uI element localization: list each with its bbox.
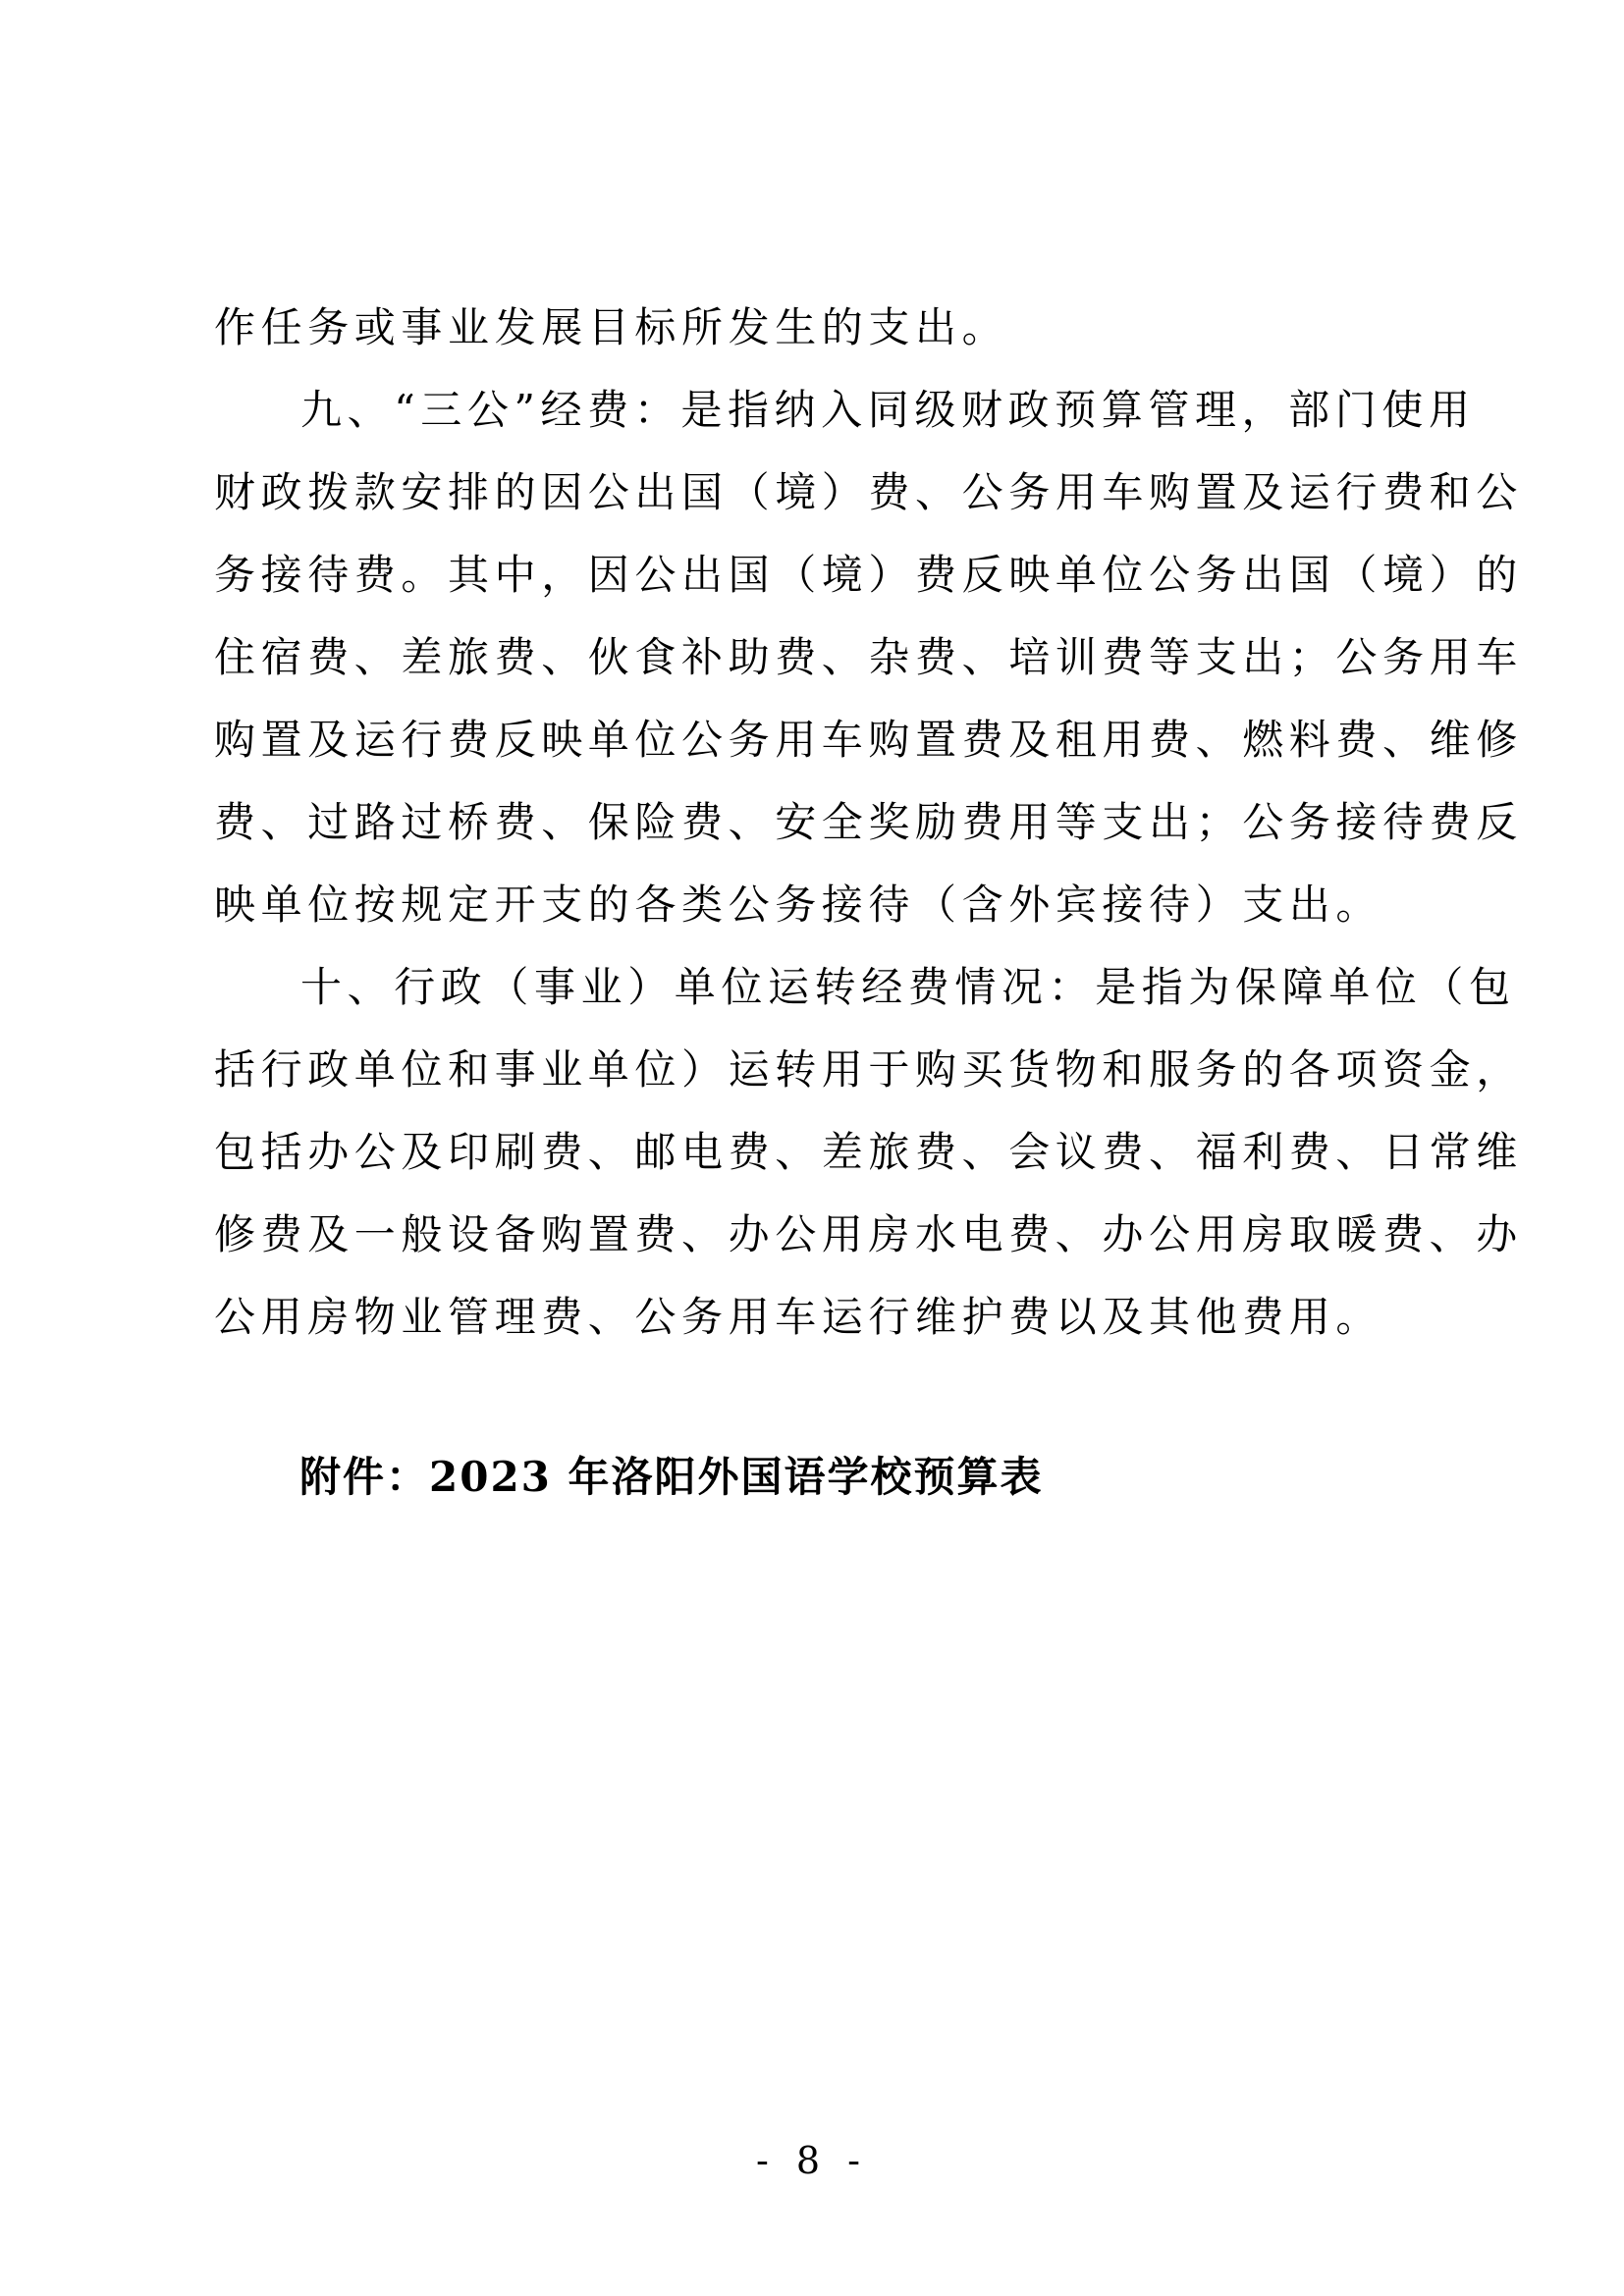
text-line: 修费及一般设备购置费、办公用房水电费、办公用房取暖费、办: [214, 1210, 1523, 1258]
text-line: 映单位按规定开支的各类公务接待（含外宾接待）支出。: [214, 881, 1383, 929]
text-line: 括行政单位和事业单位）运转用于购买货物和服务的各项资金，: [214, 1045, 1523, 1094]
text-line: 包括办公及印刷费、邮电费、差旅费、会议费、福利费、日常维: [214, 1128, 1523, 1176]
page-number: - 8 -: [755, 2139, 868, 2182]
section-nine-heading-line: 九、“三公”经费：是指纳入同级财政预算管理，部门使用: [300, 386, 1476, 434]
text-line: 购置及运行费反映单位公务用车购置费及租用费、燃料费、维修: [214, 716, 1523, 764]
text-line: 务接待费。其中，因公出国（境）费反映单位公务出国（境）的: [214, 551, 1523, 599]
text-line: 住宿费、差旅费、伙食补助费、杂费、培训费等支出；公务用车: [214, 633, 1523, 681]
text-line: 财政拨款安排的因公出国（境）费、公务用车购置及运行费和公: [214, 468, 1523, 516]
body-text: [214, 287, 1523, 1359]
section-ten-heading-line: 十、行政（事业）单位运转经费情况：是指为保障单位（包: [300, 963, 1516, 1011]
text-line: 费、过路过桥费、保险费、安全奖励费用等支出；公务接待费反: [214, 798, 1523, 846]
text-line: 公用房物业管理费、公务用车运行维护费以及其他费用。: [214, 1293, 1383, 1341]
text-line: 作任务或事业发展目标所发生的支出。: [214, 303, 1009, 351]
attachment-title: 附件：2023 年洛阳外国语学校预算表: [299, 1453, 1044, 1501]
